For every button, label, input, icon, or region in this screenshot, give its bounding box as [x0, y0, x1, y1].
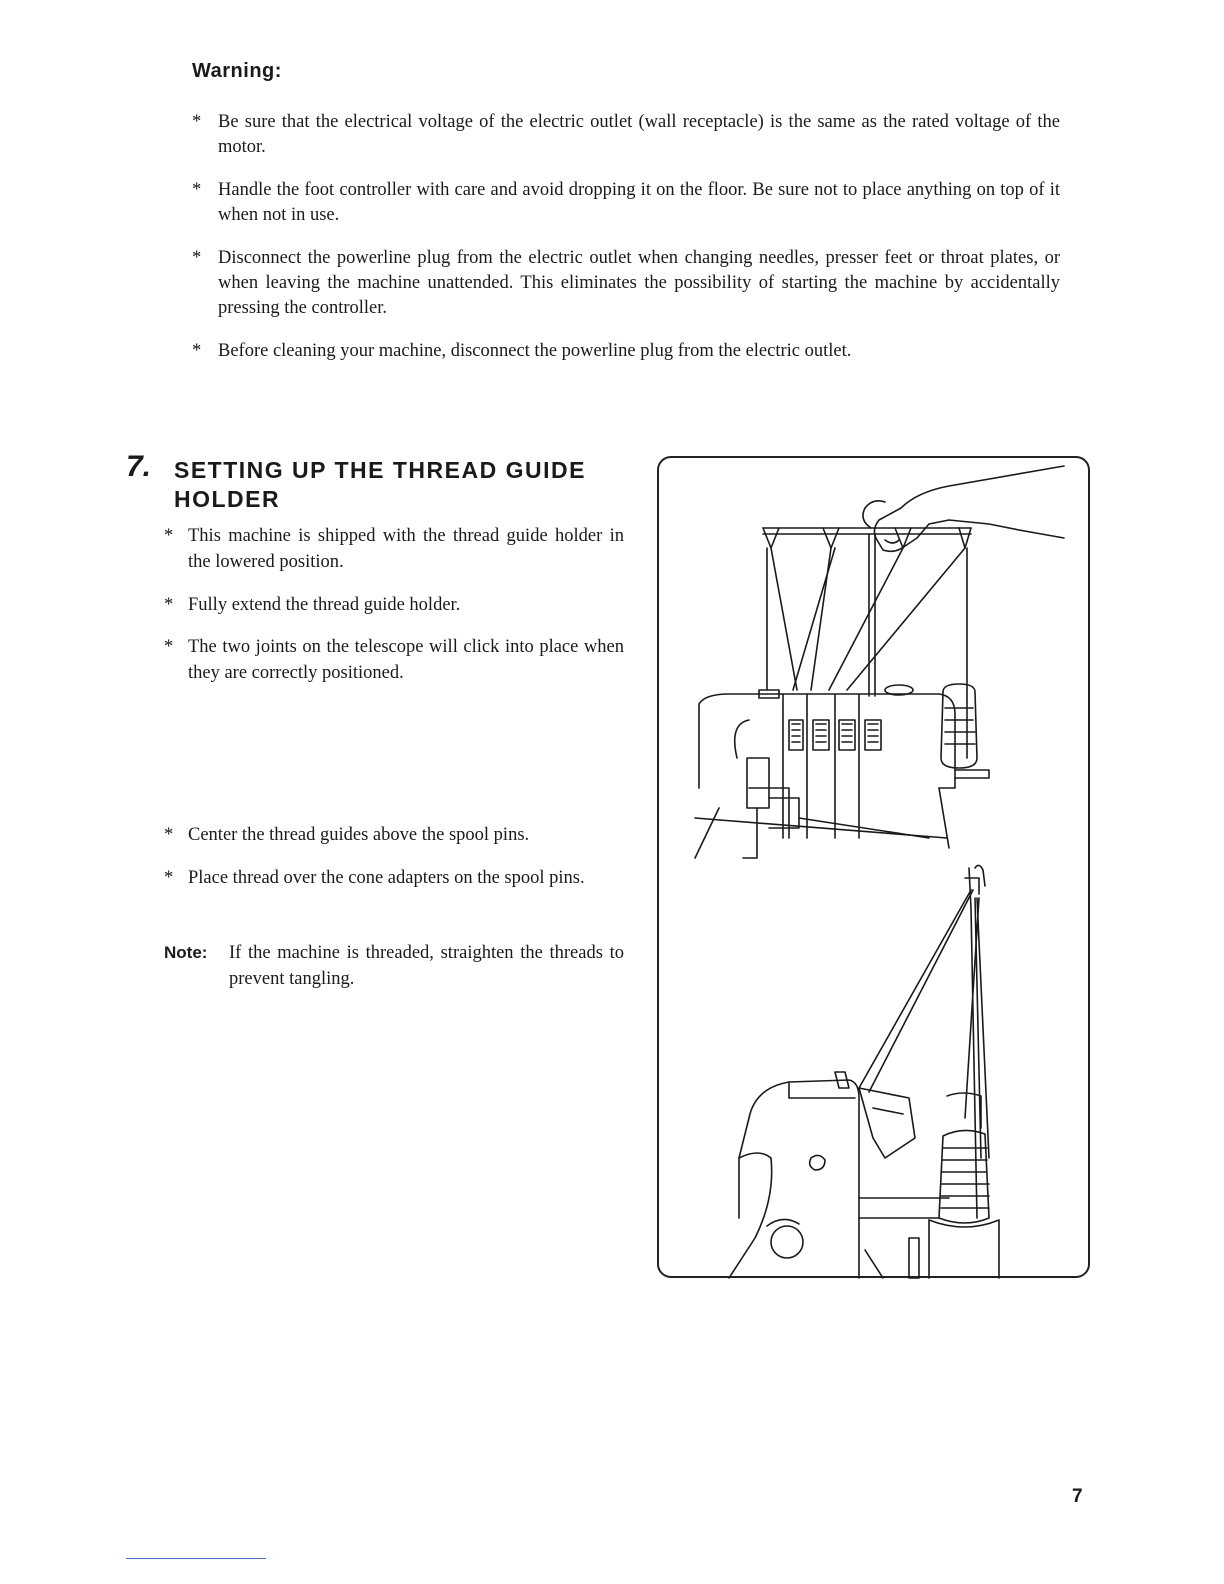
step-item — [164, 592, 624, 618]
warning-item-text: Before cleaning your machine, disconnect the powerline plug from the electric outlet. — [218, 341, 852, 361]
warning-item — [192, 110, 1060, 160]
note-label: Note: — [164, 943, 208, 962]
step-item-text: Place thread over the cone adapters on the spool pins. — [188, 868, 585, 888]
warning-item-text: Be sure that the electrical voltage of the electric outlet (wall receptacle) is the same as the rated voltage of the motor. — [218, 112, 1060, 157]
bullet-asterisk: * — [192, 248, 202, 268]
step-item-text: Fully extend the thread guide holder. — [188, 595, 461, 615]
note-text: If the machine is threaded, straighten the threads to prevent tangling. — [229, 943, 624, 989]
bullet-asterisk: * — [164, 526, 174, 546]
bullet-asterisk: * — [192, 341, 202, 361]
section-title: SETTING UP THE THREAD GUIDE HOLDER — [174, 457, 586, 512]
warning-item — [192, 178, 1060, 228]
bullet-asterisk: * — [164, 637, 174, 657]
bullet-asterisk: * — [164, 868, 174, 888]
warning-item — [192, 246, 1060, 321]
step-item — [164, 865, 624, 891]
illustration-frame — [657, 456, 1090, 1278]
cone-spool-figure — [729, 865, 999, 1278]
warning-heading: Warning: — [192, 60, 282, 82]
step-item — [164, 634, 624, 686]
step-item-text: This machine is shipped with the thread guide holder in the lowered position. — [188, 526, 624, 572]
step-item-text: Center the thread guides above the spool pins. — [188, 825, 530, 845]
footer-rule — [126, 1558, 266, 1559]
step-item-text: The two joints on the telescope will click into place when they are correctly positioned. — [188, 637, 624, 683]
bullet-asterisk: * — [192, 112, 202, 132]
section-number: 7. — [126, 450, 152, 483]
step-item — [164, 523, 624, 575]
step-item — [164, 822, 624, 848]
warning-item-text: Disconnect the powerline plug from the electric outlet when changing needles, presser feet or throat plates, or when leaving the machine unattended. This eliminates the possibility of starting the machine by accidentally pressing the controller. — [218, 248, 1060, 318]
bullet-asterisk: * — [164, 825, 174, 845]
warning-item — [192, 339, 1060, 364]
bullet-asterisk: * — [164, 595, 174, 615]
bullet-asterisk: * — [192, 180, 202, 200]
serger-thread-guide-illustration — [659, 458, 1092, 1280]
warning-item-text: Handle the foot controller with care and avoid dropping it on the floor. Be sure not to place anything on top of it when not in use. — [218, 180, 1060, 225]
thread-guide-holder-figure — [695, 466, 1064, 858]
page-number: 7 — [1072, 1486, 1083, 1507]
